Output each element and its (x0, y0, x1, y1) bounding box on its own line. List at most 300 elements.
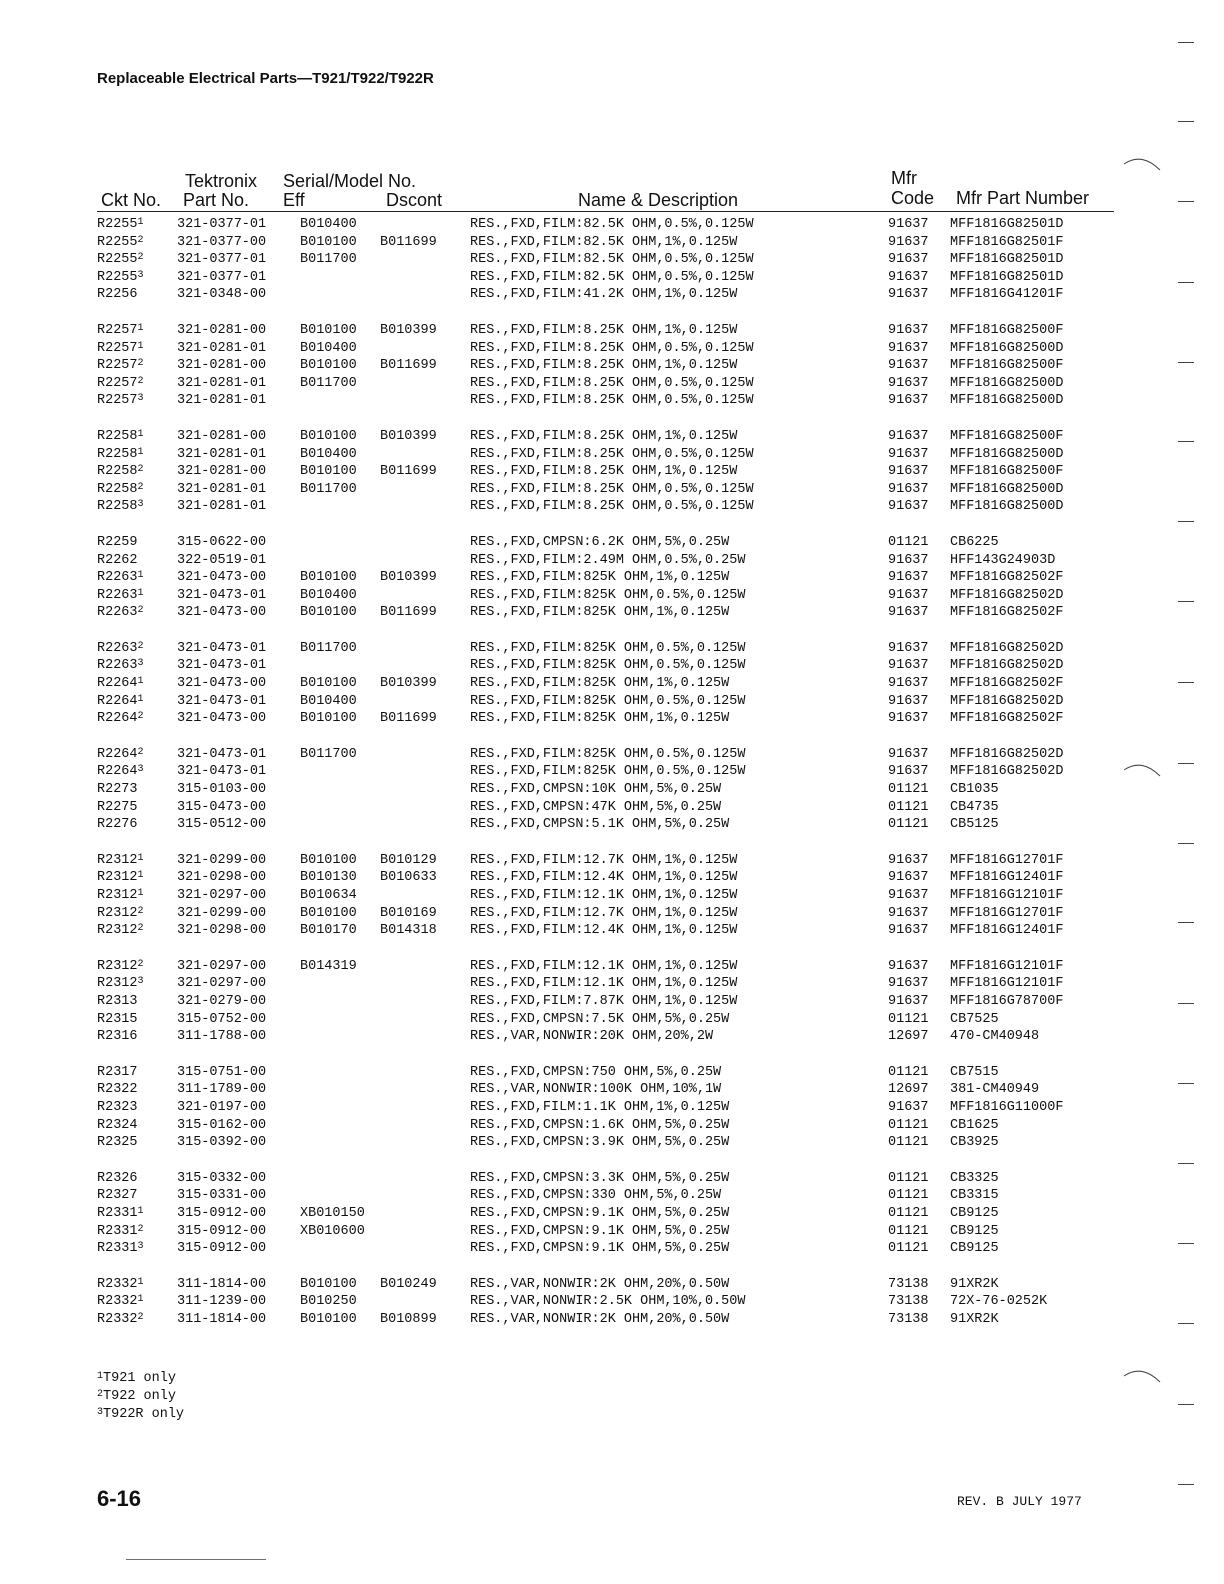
description-cell-text: RES.,FXD,CMPSN:10K OHM,5%,0.25W (470, 782, 722, 798)
mfr-part-number-cell-text: MFF1816G82500F (950, 322, 1064, 338)
description-cell (470, 710, 729, 728)
description-cell-text: RES.,FXD,CMPSN:5.1K OHM,5%,0.25W (470, 817, 730, 833)
mfr-part-number-cell (950, 657, 1063, 675)
eff-cell (300, 640, 357, 658)
ckt-no-cell-text: R2257 (97, 393, 138, 409)
part-no-cell (177, 869, 266, 887)
mfr-part-number-cell (950, 428, 1063, 446)
mfr-part-number-cell-text: CB6225 (950, 534, 999, 550)
ckt-no-cell (97, 675, 144, 693)
eff-cell-text: B010100 (300, 852, 357, 868)
part-no-cell (177, 958, 266, 976)
dscont-cell-text: B011699 (380, 605, 437, 621)
description-cell (470, 428, 737, 446)
table-row (97, 746, 1117, 764)
footnote-marker: 2 (97, 1389, 104, 1400)
description-cell (470, 799, 721, 817)
ckt-no-cell-text: R2264 (97, 693, 138, 709)
description-cell (470, 251, 754, 269)
description-cell (470, 675, 729, 693)
description-cell-text: RES.,FXD,FILM:8.25K OHM,0.5%,0.125W (470, 340, 754, 356)
bottom-edge-line (126, 1559, 266, 1560)
parts-group (97, 534, 1117, 622)
description-cell-text: RES.,FXD,CMPSN:330 OHM,5%,0.25W (470, 1188, 722, 1204)
mfr-part-number-cell-text: MFF1816G82502F (950, 605, 1064, 621)
description-cell-text: RES.,FXD,FILM:825K OHM,1%,0.125W (470, 711, 730, 727)
ckt-no-cell-text: R2262 (97, 552, 138, 568)
margin-mark (1178, 362, 1194, 363)
header-dscont: Dscont (386, 190, 443, 210)
eff-cell (300, 746, 357, 764)
mfr-code-cell-text: 01121 (888, 817, 929, 833)
description-cell-text: RES.,VAR,NONWIR:20K OHM,20%,2W (470, 1029, 714, 1045)
mfr-part-number-cell-text: MFF1816G82500D (950, 340, 1064, 356)
description-cell-text: RES.,FXD,FILM:825K OHM,0.5%,0.125W (470, 746, 746, 762)
description-cell (470, 1028, 713, 1046)
mfr-part-number-cell (950, 922, 1063, 940)
part-no-cell (177, 251, 266, 269)
mfr-part-number-cell (950, 905, 1063, 923)
mfr-code-cell (888, 552, 929, 570)
mfr-code-cell-text: 01121 (888, 1223, 929, 1239)
margin-mark (1178, 1163, 1194, 1164)
part-no-cell (177, 852, 266, 870)
mfr-code-cell (888, 869, 929, 887)
description-cell-text: RES.,FXD,FILM:2.49M OHM,0.5%,0.25W (470, 552, 746, 568)
ckt-no-cell-text: R2332 (97, 1294, 138, 1310)
eff-cell-text: B010130 (300, 870, 357, 886)
mfr-part-number-cell-text: MFF1816G82501D (950, 269, 1064, 285)
eff-cell-text: B010100 (300, 605, 357, 621)
mfr-code-cell (888, 905, 929, 923)
description-cell (470, 816, 729, 834)
description-cell (470, 463, 737, 481)
eff-cell-text: B010400 (300, 340, 357, 356)
ckt-no-cell-text: R2331 (97, 1223, 138, 1239)
dscont-cell (380, 710, 437, 728)
ckt-no-cell-text: R2322 (97, 1082, 138, 1098)
mfr-part-number-cell-text: MFF1816G82502D (950, 693, 1064, 709)
parts-group (97, 640, 1117, 728)
ckt-no-cell-text: R2257 (97, 322, 138, 338)
mfr-part-number-cell (950, 1240, 999, 1258)
footnote-marker: 1 (137, 852, 144, 864)
mfr-part-number-cell-text: MFF1816G82500D (950, 481, 1064, 497)
part-no-cell-text: 321-0348-00 (177, 287, 267, 303)
eff-cell (300, 1223, 365, 1241)
part-no-cell-text: 321-0298-00 (177, 923, 267, 939)
table-row (97, 993, 1117, 1011)
dscont-cell-text: B010399 (380, 570, 437, 586)
dscont-cell-text: B011699 (380, 464, 437, 480)
footnote-marker: 1 (137, 322, 144, 334)
eff-cell (300, 1293, 357, 1311)
ckt-no-cell-text: R2255 (97, 217, 138, 232)
table-row (97, 922, 1117, 940)
description-cell-text: RES.,FXD,FILM:8.25K OHM,0.5%,0.125W (470, 499, 754, 515)
mfr-code-cell (888, 463, 929, 481)
dscont-cell (380, 463, 437, 481)
description-cell-text: RES.,FXD,FILM:12.7K OHM,1%,0.125W (470, 905, 738, 921)
mfr-part-number-cell-text: MFF1816G82501F (950, 234, 1064, 250)
footnote-marker: 1 (137, 217, 144, 228)
description-cell (470, 286, 737, 304)
mfr-part-number-cell-text: CB1035 (950, 782, 999, 798)
ckt-no-cell-text: R2263 (97, 640, 138, 656)
part-no-cell-text: 321-0281-01 (177, 481, 267, 497)
eff-cell-text: B010400 (300, 446, 357, 462)
dscont-cell (380, 428, 437, 446)
ckt-no-cell-text: R2264 (97, 764, 138, 780)
footnote (97, 1370, 184, 1388)
mfr-part-number-cell (950, 269, 1063, 287)
part-no-cell-text: 315-0912-00 (177, 1205, 267, 1221)
part-no-cell-text: 321-0377-01 (177, 217, 267, 232)
margin-mark (1178, 42, 1194, 43)
description-cell (470, 1011, 729, 1029)
description-cell-text: RES.,FXD,FILM:8.25K OHM,1%,0.125W (470, 464, 738, 480)
table-row (97, 1223, 1117, 1241)
ckt-no-cell-text: R2312 (97, 870, 138, 886)
part-no-cell-text: 321-0281-01 (177, 340, 267, 356)
header-ckt-no: Ckt No. (101, 190, 162, 210)
ckt-no-cell-text: R2263 (97, 605, 138, 621)
mfr-part-number-cell (950, 799, 999, 817)
part-no-cell-text: 315-0103-00 (177, 782, 267, 798)
mfr-code-cell (888, 816, 929, 834)
part-no-cell-text: 315-0512-00 (177, 817, 267, 833)
ckt-no-cell-text: R2258 (97, 499, 138, 515)
table-row (97, 799, 1117, 817)
mfr-code-cell (888, 1240, 929, 1258)
ckt-no-cell (97, 428, 144, 446)
description-cell-text: RES.,FXD,FILM:825K OHM,1%,0.125W (470, 676, 730, 692)
eff-cell-text: B011700 (300, 746, 357, 762)
eff-cell-text: XB010150 (300, 1205, 365, 1221)
eff-cell-text: B010100 (300, 358, 357, 374)
table-row (97, 1011, 1117, 1029)
eff-cell-text: B010100 (300, 322, 357, 338)
table-row (97, 1099, 1117, 1117)
mfr-code-cell-text: 91637 (888, 375, 929, 391)
part-no-cell-text: 315-0912-00 (177, 1223, 267, 1239)
mfr-code-cell (888, 481, 929, 499)
mfr-part-number-cell-text: MFF1816G82501D (950, 252, 1064, 268)
table-row (97, 1187, 1117, 1205)
mfr-code-cell-text: 91637 (888, 905, 929, 921)
description-cell-text: RES.,FXD,FILM:8.25K OHM,1%,0.125W (470, 358, 738, 374)
description-cell (470, 975, 737, 993)
mfr-part-number-cell (950, 552, 1055, 570)
mfr-part-number-cell (950, 1170, 999, 1188)
mfr-part-number-cell (950, 534, 999, 552)
part-no-cell (177, 1064, 266, 1082)
mfr-code-cell (888, 286, 929, 304)
mfr-part-number-cell (950, 1205, 999, 1223)
mfr-code-cell-text: 91637 (888, 587, 929, 603)
mfr-code-cell (888, 1276, 929, 1294)
footnote-marker: 3 (137, 764, 144, 776)
part-no-cell (177, 481, 266, 499)
part-no-cell (177, 763, 266, 781)
description-cell-text: RES.,FXD,FILM:8.25K OHM,0.5%,0.125W (470, 481, 754, 497)
mfr-part-number-cell-text: MFF1816G82502D (950, 587, 1064, 603)
mfr-part-number-cell (950, 1223, 999, 1241)
parts-group (97, 958, 1117, 1046)
table-row (97, 887, 1117, 905)
eff-cell-text: B014319 (300, 958, 357, 974)
ckt-no-cell-text: R2275 (97, 799, 138, 815)
part-no-cell (177, 975, 266, 993)
part-no-cell (177, 1099, 266, 1117)
ckt-no-cell (97, 463, 144, 481)
description-cell (470, 569, 729, 587)
dscont-cell (380, 1311, 437, 1329)
margin-arc-mark (1122, 1362, 1164, 1386)
eff-cell-text: B010100 (300, 234, 357, 250)
mfr-code-cell (888, 340, 929, 358)
mfr-code-cell-text: 01121 (888, 1241, 929, 1257)
table-row (97, 1064, 1117, 1082)
ckt-no-cell-text: R2258 (97, 428, 138, 444)
table-row (97, 763, 1117, 781)
part-no-cell-text: 321-0281-00 (177, 464, 267, 480)
mfr-code-cell (888, 675, 929, 693)
description-cell (470, 922, 737, 940)
mfr-part-number-cell (950, 569, 1063, 587)
margin-mark (1178, 1003, 1194, 1004)
mfr-part-number-cell-text: MFF1816G12401F (950, 923, 1064, 939)
margin-mark (1178, 1243, 1194, 1244)
eff-cell-text: B010100 (300, 570, 357, 586)
part-no-cell-text: 321-0279-00 (177, 993, 267, 1009)
margin-mark (1178, 121, 1194, 122)
dscont-cell-text: B010129 (380, 852, 437, 868)
ckt-no-cell-text: R2257 (97, 340, 138, 356)
mfr-code-cell-text: 01121 (888, 799, 929, 815)
ckt-no-cell (97, 640, 144, 658)
ckt-no-cell (97, 286, 138, 304)
description-cell (470, 763, 745, 781)
ckt-no-cell (97, 498, 144, 516)
description-cell (470, 587, 745, 605)
mfr-code-cell-text: 91637 (888, 746, 929, 762)
header-tektronix: Tektronix (185, 171, 258, 191)
table-row (97, 375, 1117, 393)
mfr-part-number-cell (950, 746, 1063, 764)
mfr-code-cell-text: 91637 (888, 481, 929, 497)
mfr-part-number-cell-text: MFF1816G12101F (950, 958, 1064, 974)
mfr-code-cell-text: 73138 (888, 1276, 929, 1292)
mfr-code-cell-text: 91637 (888, 358, 929, 374)
description-cell (470, 604, 729, 622)
eff-cell (300, 322, 357, 340)
table-row (97, 357, 1117, 375)
part-no-cell-text: 315-0392-00 (177, 1135, 267, 1151)
ckt-no-cell (97, 1240, 144, 1258)
mfr-part-number-cell (950, 481, 1063, 499)
table-row (97, 552, 1117, 570)
dscont-cell-text: B014318 (380, 923, 437, 939)
mfr-part-number-cell (950, 763, 1063, 781)
header-name-description: Name & Description (578, 190, 739, 210)
table-row (97, 1081, 1117, 1099)
ckt-no-cell (97, 869, 144, 887)
dscont-cell (380, 322, 437, 340)
part-no-cell (177, 1276, 266, 1294)
mfr-part-number-cell (950, 1117, 999, 1135)
mfr-code-cell (888, 1205, 929, 1223)
mfr-part-number-cell-text: MFF1816G82502F (950, 676, 1064, 692)
part-no-cell (177, 799, 266, 817)
mfr-code-cell-text: 73138 (888, 1311, 929, 1327)
part-no-cell-text: 311-1789-00 (177, 1082, 267, 1098)
mfr-part-number-cell-text: MFF1816G12701F (950, 852, 1064, 868)
description-cell (470, 1276, 729, 1294)
eff-cell (300, 1205, 365, 1223)
description-cell (470, 1064, 721, 1082)
dscont-cell (380, 905, 437, 923)
dscont-cell (380, 922, 437, 940)
table-row (97, 340, 1117, 358)
eff-cell (300, 446, 357, 464)
description-cell (470, 1240, 729, 1258)
mfr-code-cell (888, 357, 929, 375)
part-no-cell (177, 1187, 266, 1205)
mfr-part-number-cell-text: CB7525 (950, 1011, 999, 1027)
footnote (97, 1406, 184, 1424)
ckt-no-cell (97, 1064, 138, 1082)
mfr-code-cell-text: 91637 (888, 234, 929, 250)
ckt-no-cell-text: R2323 (97, 1099, 138, 1115)
footnote-marker: 2 (137, 711, 144, 723)
mfr-part-number-cell-text: 91XR2K (950, 1276, 999, 1292)
footnote-marker: 2 (137, 358, 144, 370)
ckt-no-cell-text: R2263 (97, 587, 138, 603)
description-cell-text: RES.,FXD,FILM:82.5K OHM,0.5%,0.125W (470, 269, 754, 285)
mfr-code-cell (888, 958, 929, 976)
mfr-part-number-cell (950, 710, 1063, 728)
dscont-cell (380, 357, 437, 375)
ckt-no-cell (97, 1223, 144, 1241)
mfr-part-number-cell-text: MFF1816G11000F (950, 1099, 1064, 1115)
eff-cell (300, 234, 357, 252)
mfr-part-number-cell-text: MFF1816G82500F (950, 358, 1064, 374)
mfr-code-cell-text: 91637 (888, 658, 929, 674)
footnote-marker: 2 (137, 958, 144, 970)
footnote-marker: 1 (137, 1276, 144, 1288)
mfr-part-number-cell (950, 286, 1063, 304)
eff-cell-text: XB010600 (300, 1223, 365, 1239)
mfr-part-number-cell-text: MFF1816G82500F (950, 464, 1064, 480)
part-no-cell-text: 321-0473-01 (177, 693, 267, 709)
eff-cell (300, 340, 357, 358)
mfr-code-cell (888, 852, 929, 870)
ckt-no-cell-text: R2256 (97, 287, 138, 303)
part-no-cell (177, 675, 266, 693)
table-row (97, 710, 1117, 728)
margin-mark (1178, 1323, 1194, 1324)
footnote-marker: 1 (137, 870, 144, 882)
part-no-cell-text: 321-0299-00 (177, 905, 267, 921)
ckt-no-cell-text: R2273 (97, 782, 138, 798)
table-row (97, 852, 1117, 870)
ckt-no-cell (97, 322, 144, 340)
mfr-part-number-cell-text: MFF1816G82502F (950, 570, 1064, 586)
eff-cell (300, 251, 357, 269)
ckt-no-cell-text: R2312 (97, 958, 138, 974)
mfr-part-number-cell (950, 1099, 1063, 1117)
mfr-code-cell-text: 91637 (888, 764, 929, 780)
eff-cell (300, 216, 357, 234)
description-cell-text: RES.,FXD,FILM:825K OHM,0.5%,0.125W (470, 640, 746, 656)
eff-cell (300, 463, 357, 481)
footnote-marker: 2 (137, 605, 144, 617)
description-cell (470, 446, 754, 464)
table-row (97, 269, 1117, 287)
mfr-code-cell-text: 01121 (888, 1135, 929, 1151)
description-cell (470, 852, 737, 870)
mfr-part-number-cell-text: MFF1816G82500D (950, 446, 1064, 462)
mfr-part-number-cell (950, 322, 1063, 340)
part-no-cell (177, 887, 266, 905)
mfr-code-cell (888, 1134, 929, 1152)
mfr-code-cell (888, 887, 929, 905)
mfr-code-cell-text: 91637 (888, 552, 929, 568)
table-row (97, 1276, 1117, 1294)
eff-cell (300, 604, 357, 622)
description-cell (470, 357, 737, 375)
mfr-code-cell (888, 375, 929, 393)
description-cell-text: RES.,FXD,FILM:8.25K OHM,0.5%,0.125W (470, 446, 754, 462)
footnote-marker: 1 (97, 1371, 104, 1382)
part-no-cell (177, 1117, 266, 1135)
ckt-no-cell-text: R2312 (97, 923, 138, 939)
mfr-code-cell (888, 710, 929, 728)
part-no-cell (177, 428, 266, 446)
description-cell (470, 1134, 729, 1152)
description-cell-text: RES.,FXD,FILM:1.1K OHM,1%,0.125W (470, 1099, 730, 1115)
footnote-marker: 3 (97, 1407, 104, 1418)
description-cell (470, 269, 754, 287)
description-cell-text: RES.,FXD,FILM:825K OHM,1%,0.125W (470, 605, 730, 621)
dscont-cell-text: B010899 (380, 1311, 437, 1327)
mfr-code-cell-text: 12697 (888, 1029, 929, 1045)
part-no-cell (177, 604, 266, 622)
mfr-part-number-cell (950, 446, 1063, 464)
mfr-part-number-cell (950, 1028, 1039, 1046)
mfr-part-number-cell (950, 1311, 999, 1329)
revision-date: REV. B JULY 1977 (957, 1494, 1082, 1509)
mfr-code-cell (888, 993, 929, 1011)
part-no-cell (177, 640, 266, 658)
mfr-code-cell-text: 91637 (888, 499, 929, 515)
eff-cell (300, 958, 357, 976)
part-no-cell-text: 321-0281-01 (177, 375, 267, 391)
table-row (97, 587, 1117, 605)
mfr-code-cell-text: 91637 (888, 852, 929, 868)
part-no-cell (177, 1311, 266, 1329)
mfr-code-cell-text: 91637 (888, 711, 929, 727)
ckt-no-cell-text: R2315 (97, 1011, 138, 1027)
description-cell (470, 216, 754, 234)
description-cell (470, 234, 737, 252)
footnote-text: T922 only (103, 1389, 176, 1404)
dscont-cell-text: B010633 (380, 870, 437, 886)
mfr-part-number-cell (950, 816, 999, 834)
mfr-code-cell-text: 91637 (888, 340, 929, 356)
mfr-code-cell (888, 1311, 929, 1329)
